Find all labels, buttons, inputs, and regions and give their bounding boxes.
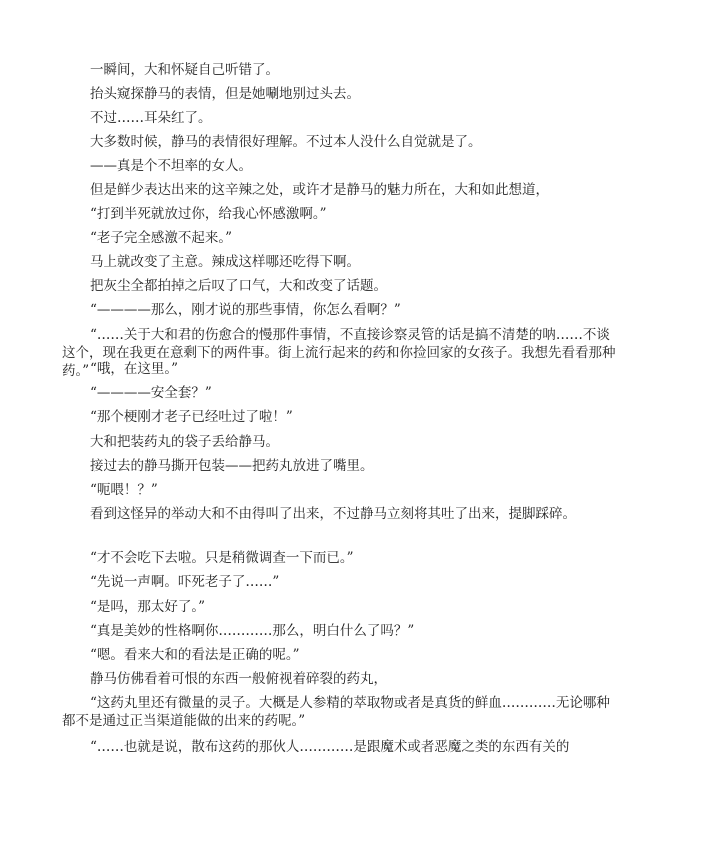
paragraph: “这药丸里还有微量的灵子。大概是人参精的萃取物或者是真货的鲜血…………无论哪种都不是通过正当渠道能做的出来的药呢。”	[62, 695, 610, 729]
paragraph: 接过去的静马撕开包装——把药丸放进了嘴里。	[90, 458, 374, 474]
paragraph: “老子完全感激不起来。”	[90, 230, 233, 246]
paragraph: “真是美妙的性格啊你…………那么，明白什么了吗？”	[90, 623, 415, 639]
paragraph: ——真是个不坦率的女人。	[90, 158, 252, 174]
paragraph: “————安全套？”	[90, 385, 212, 401]
paragraph: 大多数时候，静马的表情很好理解。不过本人没什么自觉就是了。	[90, 134, 482, 150]
paragraph: “打到半死就放过你，给我心怀感激啊。”	[90, 206, 327, 222]
paragraph: 看到这怪异的举动大和不由得叫了出来，不过静马立刻将其吐了出来，提脚踩碎。	[90, 506, 576, 522]
paragraph: “嗯。看来大和的看法是正确的呢。”	[90, 647, 300, 663]
paragraph: “呃喂！？”	[90, 482, 158, 498]
paragraph: 大和把装药丸的袋子丢给静马。	[90, 434, 279, 450]
paragraph: “那个梗刚才老子已经吐过了啦！”	[90, 409, 293, 425]
paragraph: “是吗，那太好了。”	[90, 599, 206, 615]
paragraph: “先说一声啊。吓死老子了……”	[90, 574, 280, 590]
paragraph: 静马仿佛看着可恨的东西一般俯视着碎裂的药丸，	[90, 671, 387, 687]
paragraph: “哦，在这里。”	[90, 361, 179, 377]
paragraph: 马上就改变了主意。辣成这样哪还吃得下啊。	[90, 254, 360, 270]
paragraph: 一瞬间，大和怀疑自己听错了。	[90, 62, 279, 78]
paragraph: “才不会吃下去啦。只是稍微调查一下而已。”	[90, 550, 354, 566]
paragraph: 但是鲜少表达出来的这辛辣之处，或许才是静马的魅力所在，大和如此想道，	[90, 182, 549, 198]
paragraph: 把灰尘全都拍掉之后叹了口气，大和改变了话题。	[90, 278, 387, 294]
paragraph: “……关于大和君的伤愈合的慢那件事情，不直接诊察灵管的话是搞不清楚的呐……不谈这个，现在我更在意剩下的两件事。街上流行起来的药和你捡回家的女孩子。我想先看看那种药。”	[62, 327, 616, 379]
paragraph: “————那么，刚才说的那些事情，你怎么看啊？”	[90, 302, 401, 318]
paragraph: “……也就是说，散布这药的那伙人…………是跟魔术或者恶魔之类的东西有关的	[90, 739, 570, 755]
paragraph: 不过……耳朵红了。	[90, 110, 212, 126]
paragraph: 抬头窥探静马的表情，但是她唰地别过头去。	[90, 86, 360, 102]
